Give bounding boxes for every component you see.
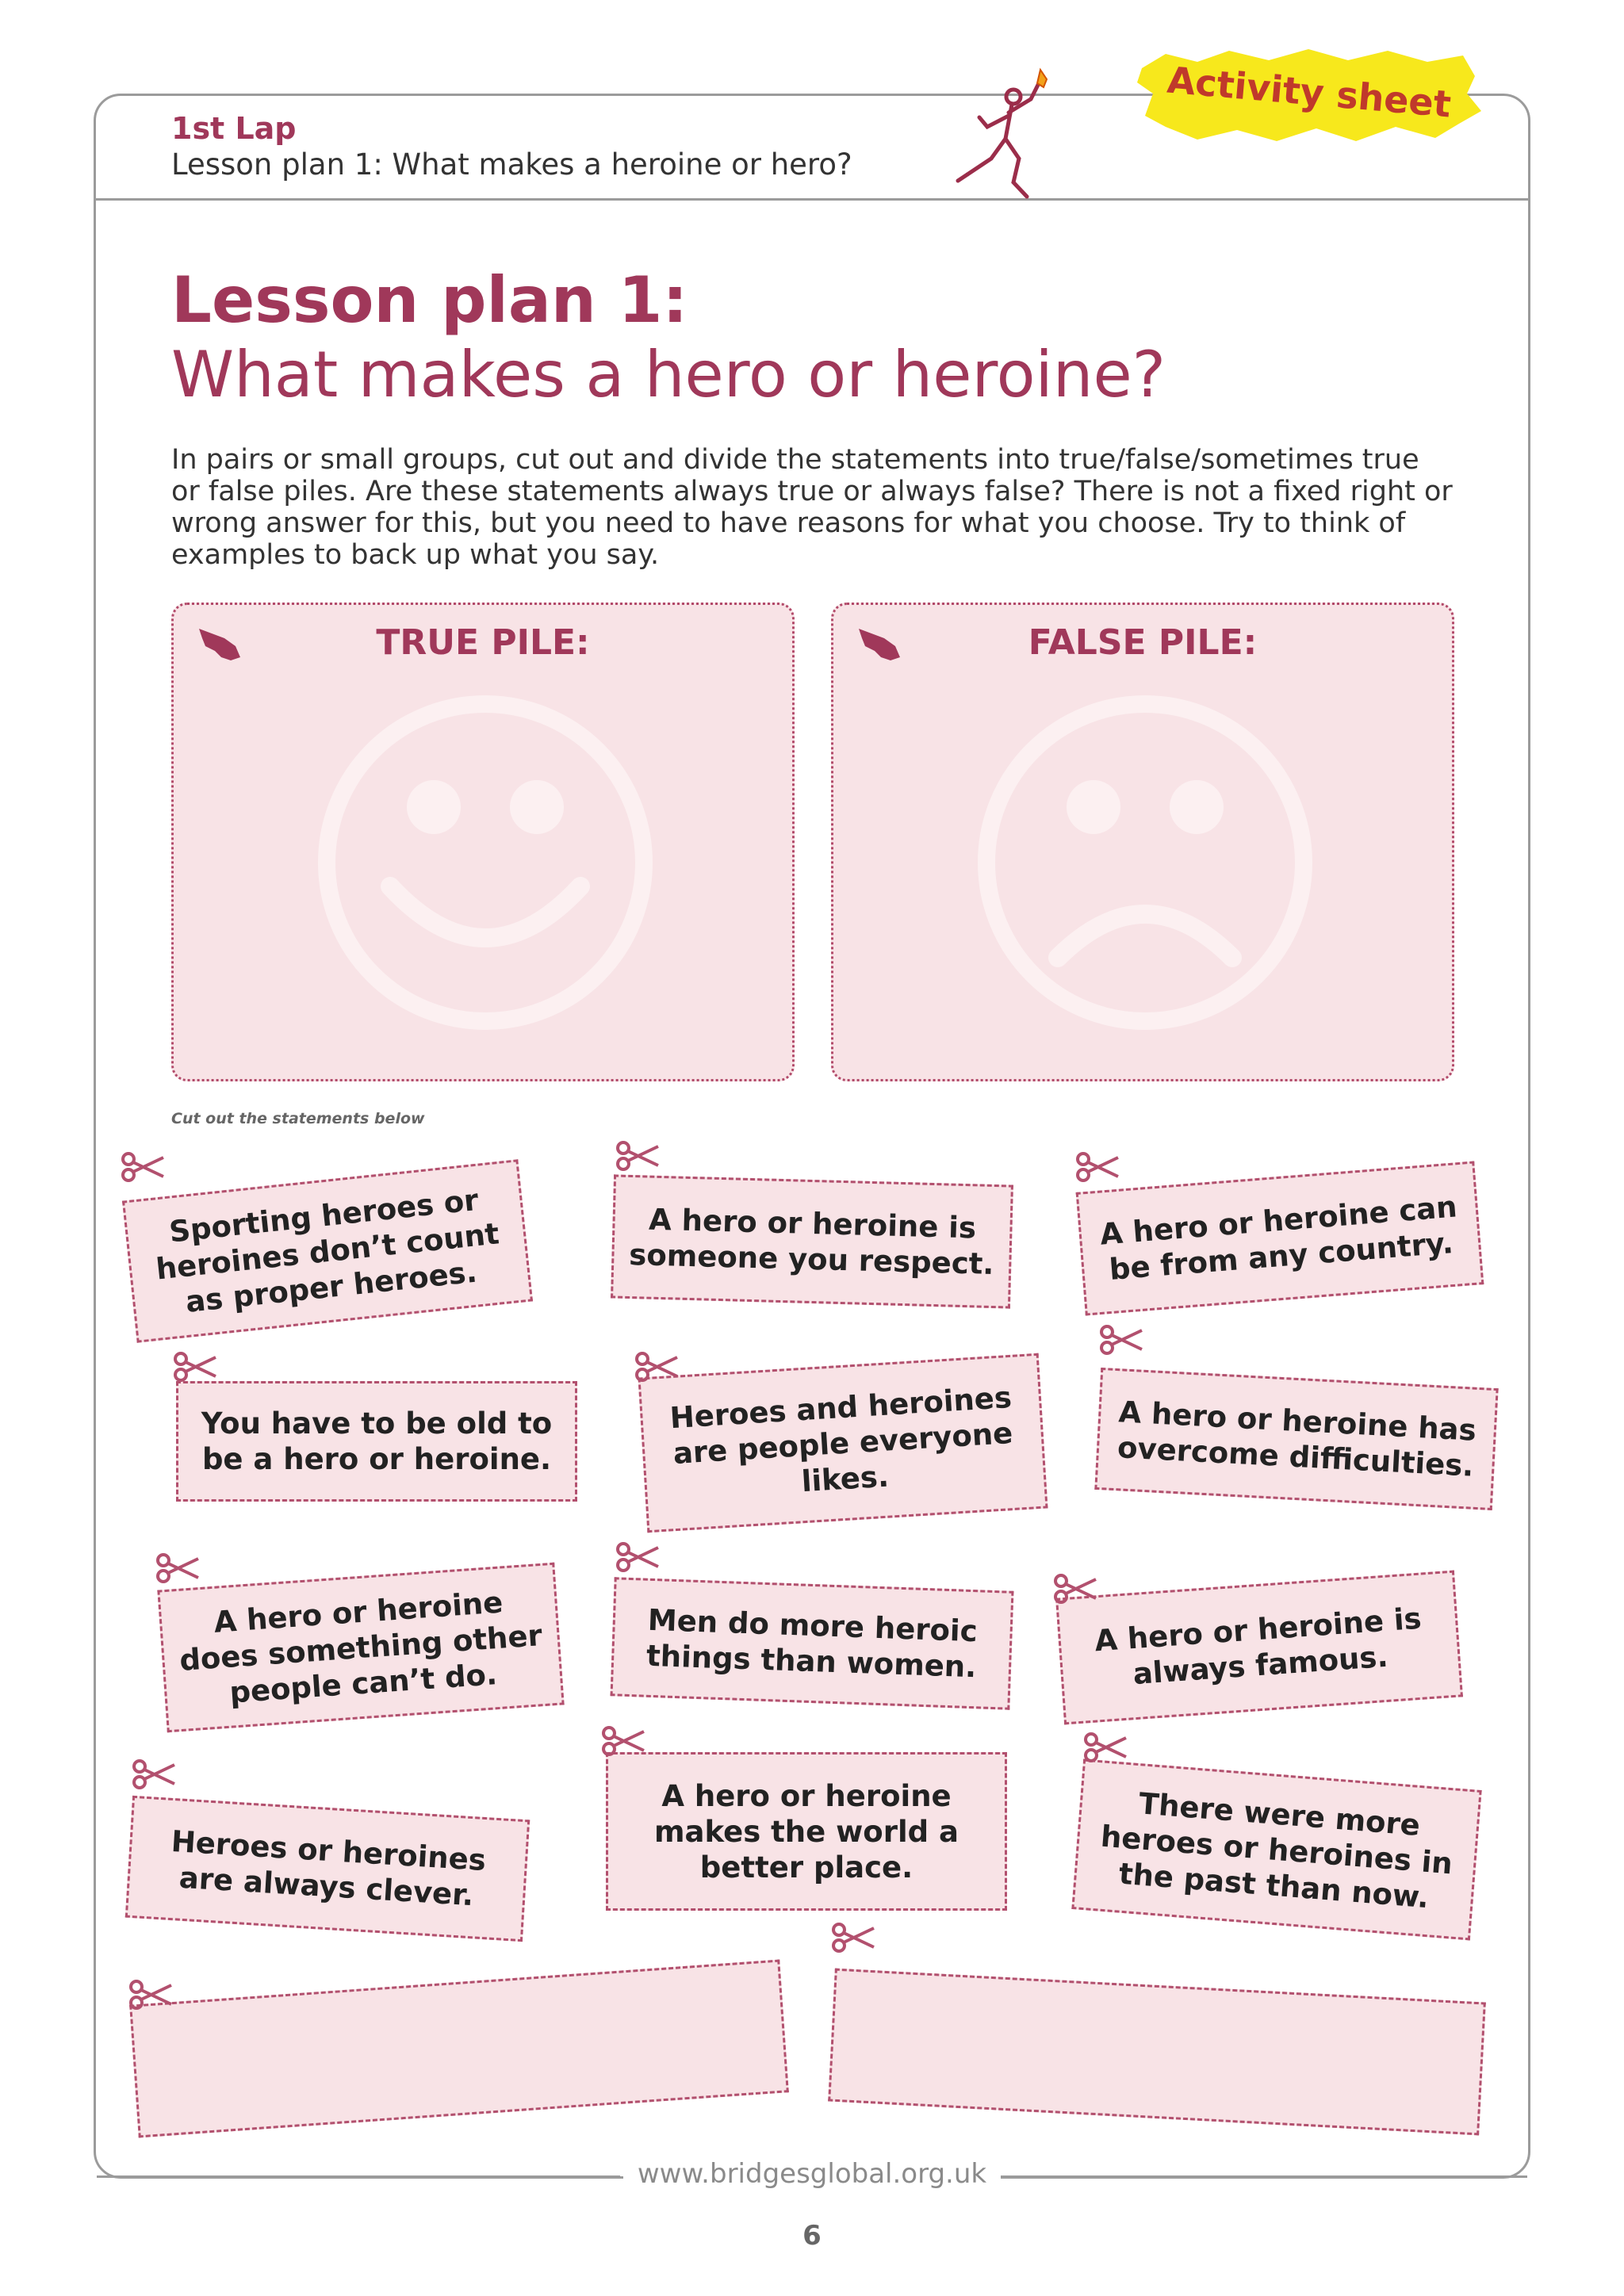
page-number: 6 <box>802 2220 822 2252</box>
cut-out-note: Cut out the statements below <box>171 1110 425 1127</box>
scissors-icon <box>615 1140 661 1172</box>
lap-label: 1st Lap <box>171 111 297 146</box>
scissors-icon <box>601 1725 647 1757</box>
statement-card[interactable]: Men do more heroic things than women. <box>611 1577 1014 1709</box>
sad-face-icon <box>971 688 1320 1037</box>
true-pile-box[interactable] <box>171 603 795 1081</box>
scissors-icon <box>128 1979 174 2011</box>
header-subtitle: Lesson plan 1: What makes a heroine or hero? <box>171 147 852 182</box>
scissors-icon <box>173 1351 219 1383</box>
statement-card[interactable]: Heroes and heroines are people everyone likes. <box>638 1353 1048 1533</box>
scissors-icon <box>1075 1151 1121 1183</box>
scissors-icon <box>1053 1573 1099 1605</box>
statement-card[interactable]: A hero or heroine does something other people can’t do. <box>157 1563 564 1733</box>
header-divider <box>95 198 1529 201</box>
statement-card[interactable]: A hero or heroine can be from any country. <box>1076 1161 1484 1315</box>
statement-card[interactable]: You have to be old to be a hero or heroine. <box>176 1381 577 1502</box>
activity-sheet-badge <box>1134 44 1483 147</box>
page-title: Lesson plan 1: <box>171 263 688 337</box>
statement-card[interactable]: Heroes or heroines are always clever. <box>125 1796 530 1942</box>
scissors-icon <box>634 1351 680 1383</box>
scissors-icon <box>1083 1732 1129 1763</box>
scissors-icon <box>831 1922 877 1954</box>
scissors-icon <box>121 1151 167 1183</box>
false-pile-box[interactable] <box>831 603 1454 1081</box>
scissors-icon <box>1099 1324 1145 1356</box>
website-link[interactable]: www.bridgesglobal.org.uk <box>623 2158 1001 2190</box>
statement-card[interactable]: A hero or heroine has overcome difficulties. <box>1094 1368 1498 1510</box>
scissors-icon <box>155 1552 201 1584</box>
activity-sheet-label: Activity sheet <box>1165 58 1453 126</box>
torch-runner-icon <box>944 63 1063 202</box>
statement-card[interactable]: A hero or heroine makes the world a better place. <box>606 1752 1007 1911</box>
scissors-icon <box>132 1758 178 1790</box>
false-pile-label: FALSE PILE: <box>1028 622 1258 663</box>
footer-url-row <box>0 2158 1624 2190</box>
statement-card[interactable]: There were more heroes or heroines in the past than now. <box>1071 1759 1481 1941</box>
scissors-icon <box>615 1541 661 1573</box>
statement-card[interactable]: Sporting heroes or heroines don’t count as proper heroes. <box>122 1159 533 1342</box>
page-subtitle: What makes a hero or heroine? <box>171 338 1166 411</box>
statement-card[interactable]: A hero or heroine is someone you respect. <box>611 1174 1013 1308</box>
statement-card[interactable]: A hero or heroine is always famous. <box>1055 1571 1463 1725</box>
smiley-face-icon <box>311 688 660 1037</box>
instructions-paragraph: In pairs or small groups, cut out and divide the statements into true/false/sometimes true or false piles. Are these statements always true or always false? There is not a fixed right or wrong answer for this, but you need to have reasons for what you choose. Try to think of examples to back up what you say. <box>171 444 1453 571</box>
true-pile-label: TRUE PILE: <box>376 622 590 663</box>
